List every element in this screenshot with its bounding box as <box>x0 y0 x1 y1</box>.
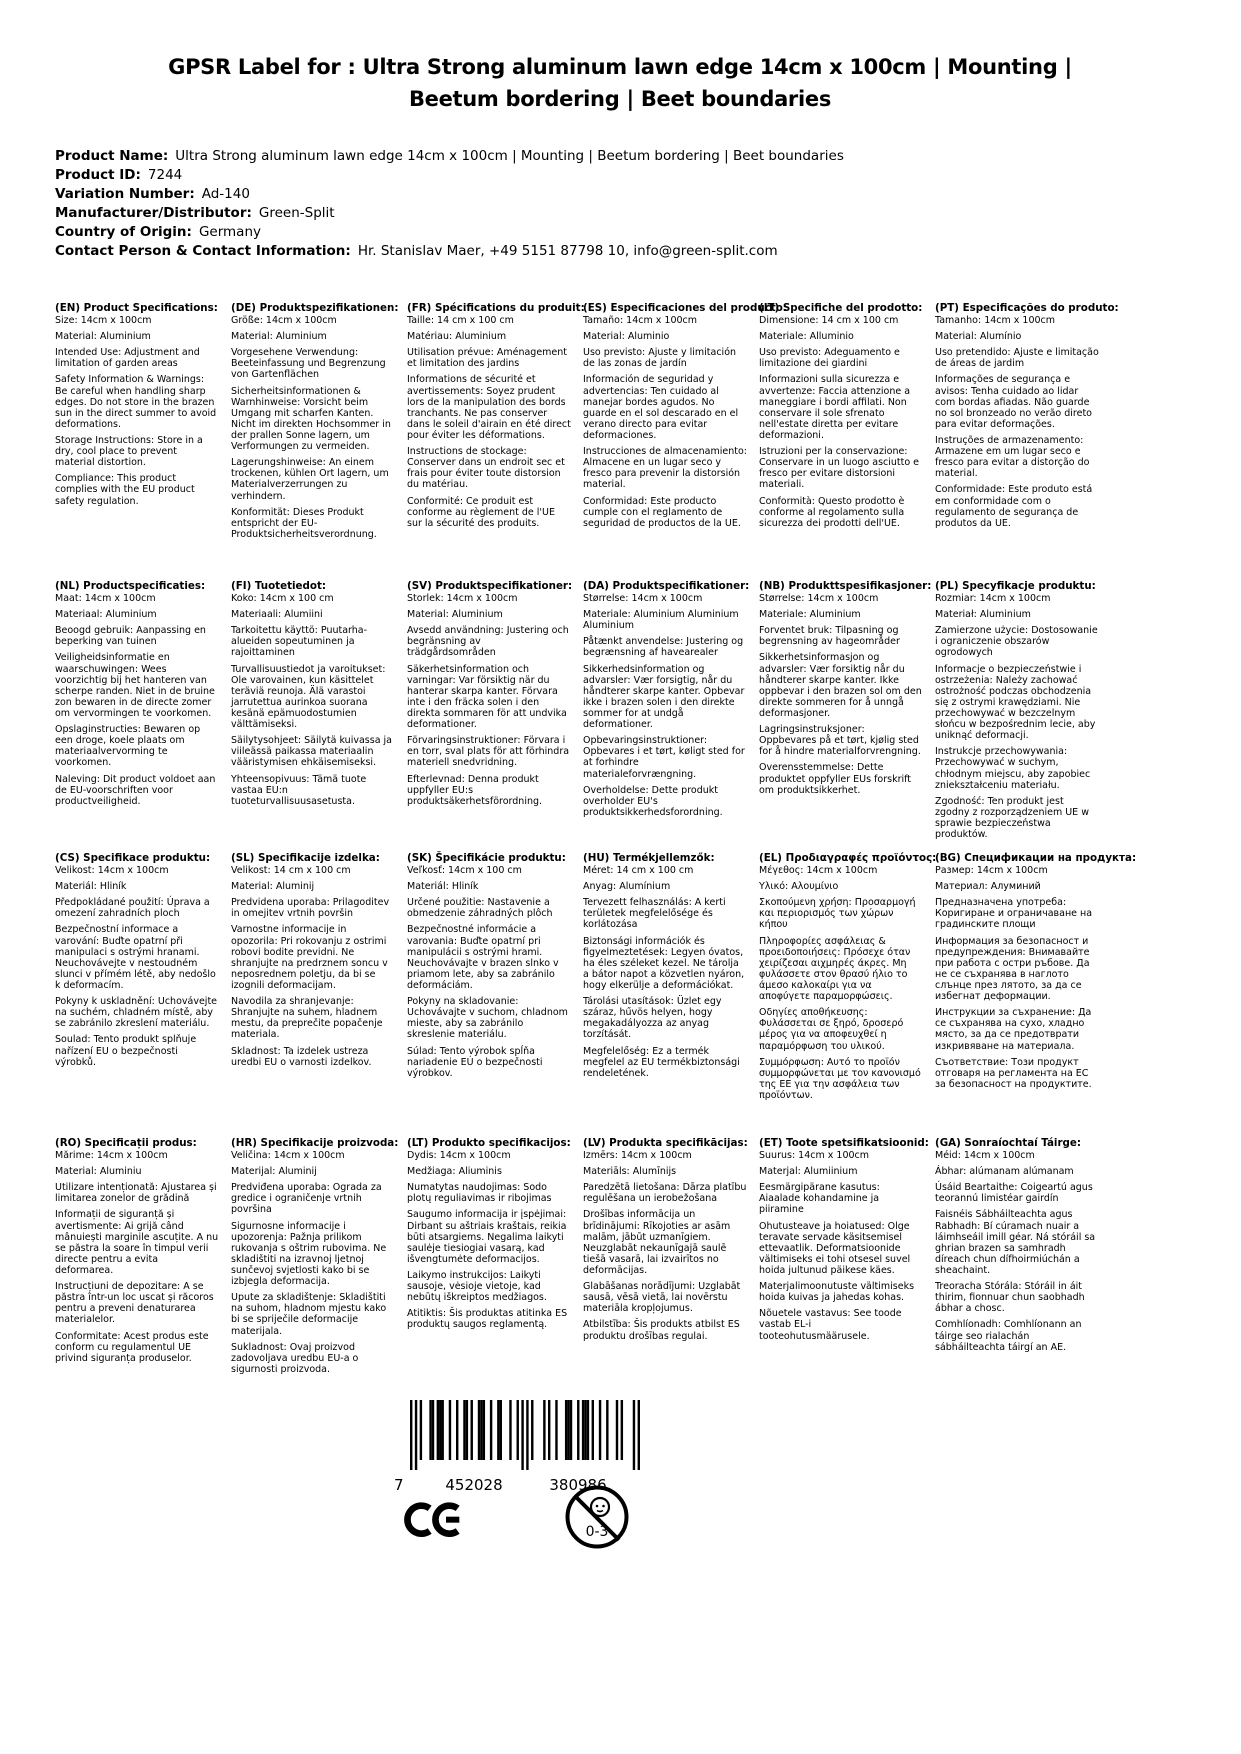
contact-label: Contact Person & Contact Information: <box>55 243 351 259</box>
spec-paragraph: Informations de sécurité et avertissements: Soyez prudent lors de la manipulation des bords tranchants. Ne pas conserver dans le soleil d'airain en été direct pour éviter les déformations. <box>407 374 571 442</box>
spec-paragraph: Dimensione: 14 cm x 100 cm <box>759 315 899 327</box>
spec-block-header: (NL) Productspecificaties: <box>55 580 206 592</box>
spec-block-body <box>407 865 571 1079</box>
spec-paragraph: Размер: 14cm x 100cm <box>935 865 1048 877</box>
spec-block-body <box>583 315 747 529</box>
spec-paragraph: Συμμόρφωση: Αυτό το προϊόν συμμορφώνεται με τον κανονισμό της ΕΕ για την ασφάλεια των προϊόντων. <box>759 1056 921 1102</box>
contact-row <box>55 242 844 261</box>
ce-mark-icon <box>402 1496 466 1550</box>
spec-paragraph: Biztonsági információk és figyelmeztetések: Legyen óvatos, ha éles széleket kezel. Ne tárolja a bátor napot a közvetlen nyáron, hogy elkerülje a deformációkat. <box>583 935 745 992</box>
spec-block-body <box>231 1150 395 1375</box>
spec-paragraph: Säkerhetsinformation och varningar: Var försiktig när du hanterar skarpa kanter. Förvara inte i den fräcka solen i den direkta sommaren för att undvika deformationer. <box>407 663 567 731</box>
spec-paragraph: Zgodność: Ten produkt jest zgodny z rozporządzeniem UE w sprawie bezpieczeństwa produktów. <box>935 795 1089 841</box>
barcode-group-1: 452028 <box>445 1476 503 1494</box>
spec-paragraph: Overholdelse: Dette produkt overholder EU's produktsikkerhedsforordning. <box>583 784 723 818</box>
spec-paragraph: Informações de segurança e avisos: Tenha cuidado ao lidar com bordas afiadas. Não guarde no sol bronzeado no verão direto para evitar deformações. <box>935 374 1092 430</box>
spec-paragraph: Avsedd användning: Justering och begränsning av trädgårdsområden <box>407 625 569 659</box>
spec-block-body <box>759 315 923 529</box>
spec-paragraph: Efterlevnad: Denna produkt uppfyller EU:s produktsäkerhetsförordning. <box>407 773 543 807</box>
svg-text:0-3: 0-3 <box>585 1524 609 1540</box>
spec-paragraph: Größe: 14cm x 100cm <box>231 315 337 327</box>
spec-block-header: (SK) Špecifikácie produktu: <box>407 852 566 864</box>
spec-paragraph: Sigurnosne informacije i upozorenja: Pažnja prilikom rukovanja s oštrim rubovima. Ne skladištiti na izravnoj ljetnoj sunčevoj svjetlosti kako bi se izbjegla deformacija. <box>231 1220 387 1288</box>
spec-block-body <box>55 1150 219 1364</box>
spec-paragraph: Úsáid Beartaithe: Coigeartú agus teorannú limistéar gairdín <box>935 1182 1093 1205</box>
spec-paragraph: Navodila za shranjevanje: Shranjujte na suhem, hladnem mestu, da preprečite popačenje materiala. <box>231 996 383 1041</box>
spec-block-fr <box>407 302 585 580</box>
spec-paragraph: Forventet bruk: Tilpasning og begrensning av hageområder <box>759 625 900 648</box>
spec-paragraph: Μέγεθος: 14cm x 100cm <box>759 865 878 877</box>
spec-block-el <box>759 852 937 1137</box>
spec-paragraph: Uso previsto: Ajuste y limitación de las zonas de jardín <box>583 347 737 370</box>
spec-block-lt <box>407 1137 571 1380</box>
spec-paragraph: Súlad: Tento výrobok spĺňa nariadenie EÚ o bezpečnosti výrobkov. <box>407 1045 543 1079</box>
spec-paragraph: Maat: 14cm x 100cm <box>55 593 156 605</box>
spec-paragraph: Taille: 14 cm x 100 cm <box>407 315 514 327</box>
spec-paragraph: Conformità: Questo prodotto è conforme al regolamento sulla sicurezza dei prodotti dell'UE. <box>759 495 905 529</box>
spec-paragraph: Opslaginstructies: Bewaren op een droge, koele plaats om materiaalvervorming te voorkomen. <box>55 724 201 769</box>
spec-block-ga <box>935 1137 1099 1380</box>
product-id-row <box>55 166 844 185</box>
spec-paragraph: Ohutusteave ja hoiatused: Olge teravate servade käsitsemisel ettevaatlik. Deformatsioonide vältimiseks ei tohi otsesel suvel hoida jultunud päikese käes. <box>759 1220 911 1277</box>
spec-paragraph: Sicherheitsinformationen & Warnhinweise: Vorsicht beim Umgang mit scharfen Kanten. Nicht im direkten Hochsommer in der prallen Sonne lagern, um Verformungen zu vermeiden. <box>231 385 391 453</box>
spec-paragraph: Informazioni sulla sicurezza e avvertenze: Faccia attenzione a maneggiare i bordi affilati. Non conservare il sole sfrenato nell'estate diretta per evitare deformazioni. <box>759 374 911 442</box>
spec-paragraph: Eesmärgipärane kasutus: Aiaalade kohandamine ja piiramine <box>759 1182 880 1216</box>
manufacturer-label: Manufacturer/Distributor: <box>55 205 252 221</box>
spec-paragraph: Material: Aluminium <box>55 331 151 343</box>
spec-paragraph: Bezpečnostní informace a varování: Buďte opatrní při manipulaci s ostrými hranami. Neuchovávejte v nestoudném slunci v přímém létě, aby nedošlo k deformacím. <box>55 924 216 992</box>
product-id-label: Product ID: <box>55 167 141 183</box>
spec-paragraph: Materiale: Alluminio <box>759 331 854 343</box>
spec-paragraph: Conformidade: Este produto está em conformidade com o regulamento de segurança de produtos da UE. <box>935 484 1093 529</box>
country-of-origin-label: Country of Origin: <box>55 224 192 240</box>
spec-paragraph: Suurus: 14cm x 100cm <box>759 1150 870 1162</box>
spec-block-body <box>759 593 923 796</box>
spec-paragraph: Materiaal: Aluminium <box>55 609 157 621</box>
spec-paragraph: Rozmiar: 14cm x 100cm <box>935 593 1051 605</box>
manufacturer-row <box>55 204 844 223</box>
spec-paragraph: Съответствие: Този продукт отговаря на регламента на ЕС за безопасност на продуктите. <box>935 1056 1092 1090</box>
spec-block-header: (GA) Sonraíochtaí Táirge: <box>935 1137 1082 1149</box>
spec-paragraph: Materiał: Aluminium <box>935 609 1031 621</box>
variation-number-value: Ad-140 <box>201 186 250 202</box>
spec-paragraph: Vorgesehene Verwendung: Beeteinfassung und Begrenzung von Gartenflächen <box>231 347 386 381</box>
spec-block-header: (ET) Toote spetsifikatsioonid: <box>759 1137 929 1149</box>
spec-block-sk <box>407 852 571 1137</box>
barcode-bars <box>410 1400 640 1472</box>
spec-block-header: (HR) Specifikacije proizvoda: <box>231 1137 399 1149</box>
spec-paragraph: Størrelse: 14cm x 100cm <box>583 593 703 605</box>
product-id-value: 7244 <box>147 167 183 183</box>
spec-paragraph: Veiligheidsinformatie en waarschuwingen: Wees voorzichtig bij het hanteren van scherpe randen. Niet in de bruine zon bewaren in de directe zomer om vervormingen te voorkomen. <box>55 652 215 720</box>
spec-block-header: (EL) Προδιαγραφές προϊόντος: <box>759 852 937 864</box>
spec-paragraph: Material: Aluminio <box>583 331 670 343</box>
spec-block-hu <box>583 852 747 1137</box>
spec-paragraph: Предназначена употреба: Коригиране и ограничаване на градинските площи <box>935 897 1093 931</box>
contact-value: Hr. Stanislav Maer, +49 5151 87798 10, info@green-split.com <box>357 243 778 259</box>
spec-paragraph: Atitiktis: Šis produktas atitinka ES produktų saugos reglamentą. <box>407 1308 568 1331</box>
spec-paragraph: Beoogd gebruik: Aanpassing en beperking van tuinen <box>55 625 206 648</box>
spec-paragraph: Soulad: Tento produkt splňuje nařízení EU o bezpečnosti výrobků. <box>55 1034 197 1068</box>
spec-paragraph: Skladnost: Ta izdelek ustreza uredbi EU o varnosti izdelkov. <box>231 1045 372 1068</box>
spec-paragraph: Uso previsto: Adeguamento e limitazione dei giardini <box>759 347 900 370</box>
spec-block-header: (SV) Produktspecifikationer: <box>407 580 573 592</box>
spec-block-header: (EN) Product Specifications: <box>55 302 218 314</box>
spec-block-de <box>231 302 399 580</box>
spec-paragraph: Materiál: Hliník <box>55 881 127 893</box>
spec-block-body <box>935 315 1099 529</box>
spec-paragraph: Laikymo instrukcijos: Laikyti sausoje, vėsioje vietoje, kad nebūtų iškreiptos medžiagos. <box>407 1270 547 1304</box>
spec-block-body <box>407 1150 571 1331</box>
spec-paragraph: Uso pretendido: Ajuste e limitação de áreas de jardim <box>935 347 1099 370</box>
spec-paragraph: Material: Aluminij <box>231 881 315 893</box>
spec-block-header: (FR) Spécifications du produit: <box>407 302 585 314</box>
spec-paragraph: Conformité: Ce produit est conforme au règlement de l'UE sur la sécurité des produits. <box>407 495 555 529</box>
spec-paragraph: Atbilstība: Šis produkts atbilst ES produktu drošības regulai. <box>583 1319 740 1342</box>
spec-paragraph: Tarkoitettu käyttö: Puutarha-alueiden sopeutuminen ja rajoittaminen <box>231 625 368 659</box>
spec-paragraph: Materijal: Aluminij <box>231 1166 317 1178</box>
variation-number-label: Variation Number: <box>55 186 195 202</box>
spec-paragraph: Conformidad: Este producto cumple con el reglamento de seguridad de productos de la UE. <box>583 495 741 529</box>
spec-grid <box>55 302 1137 1380</box>
country-of-origin-row <box>55 223 844 242</box>
spec-paragraph: Sukladnost: Ovaj proizvod zadovoljava uredbu EU-a o sigurnosti proizvoda. <box>231 1341 359 1375</box>
spec-paragraph: Инструкции за съхранение: Да се съхранява на сухо, хладно място, за да се предотврати изкривяване на материала. <box>935 1007 1092 1052</box>
spec-paragraph: Información de seguridad y advertencias: Ten cuidado al manejar bordes agudos. No guarde en el sol descarado en el verano directo para evitar deformaciones. <box>583 374 739 442</box>
spec-paragraph: Velikost: 14 cm x 100 cm <box>231 865 351 877</box>
spec-block-header: (PL) Specyfikacje produktu: <box>935 580 1096 592</box>
spec-paragraph: Säilytysohjeet: Säilytä kuivassa ja viileässä paikassa materiaalin vääristymisen ehkäisemiseksi. <box>231 735 392 769</box>
spec-paragraph: Materiale: Aluminium Aluminium Aluminium <box>583 609 739 632</box>
spec-paragraph: Upute za skladištenje: Skladištiti na suhom, hladnom mjestu kako bi se spriječile deformacije materijala. <box>231 1292 387 1337</box>
spec-block-hr <box>231 1137 399 1380</box>
spec-paragraph: Υλικό: Αλουμίνιο <box>759 881 839 893</box>
spec-paragraph: Instructions de stockage: Conserver dans un endroit sec et frais pour éviter toute distorsion du matériau. <box>407 446 565 491</box>
spec-paragraph: Materjal: Alumiinium <box>759 1166 858 1178</box>
spec-paragraph: Intended Use: Adjustment and limitation of garden areas <box>55 347 200 370</box>
spec-paragraph: Mărime: 14cm x 100cm <box>55 1150 168 1162</box>
spec-block-en <box>55 302 219 580</box>
spec-paragraph: Storlek: 14cm x 100cm <box>407 593 518 605</box>
spec-paragraph: Drošības informācija un brīdinājumi: Rīkojoties ar asām malām, jābūt uzmanīgiem. Neuzglabāt nekaunīgajā saulē tiešā vasarā, lai izvairītos no deformācijas. <box>583 1209 731 1277</box>
product-name-value: Ultra Strong aluminum lawn edge 14cm x 100cm | Mounting | Beetum bordering | Beet boundaries <box>175 148 844 164</box>
spec-paragraph: Saugumo informacija ir įspėjimai: Dirbant su aštriais kraštais, reikia būti atsargiems. Negalima laikyti saulėje tiesiogiai vasarą, kad išvengtumėte deformacijos. <box>407 1209 567 1265</box>
spec-paragraph: Veľkosť: 14cm x 100 cm <box>407 865 522 877</box>
spec-block-pt <box>935 302 1119 580</box>
product-info <box>55 147 844 261</box>
spec-block-ro <box>55 1137 219 1380</box>
spec-paragraph: Tárolási utasítások: Üzlet egy száraz, hűvös helyen, hogy megakadályozza az anyag torzítását. <box>583 996 722 1041</box>
age-warning-0-3-icon <box>564 1484 630 1554</box>
spec-paragraph: Informacje o bezpieczeństwie i ostrzeżenia: Należy zachować ostrożność podczas obchodzenia się z ostrymi krawędziami. Nie przechowywać w bezczelnym słońcu w bezpośrednim lecie, aby uniknąć deformacji. <box>935 663 1096 742</box>
spec-paragraph: Bezpečnostné informácie a varovania: Buďte opatrní pri manipulácii s ostrými hrami. Neuchovávajte v brazen slnko v priamom lete, aby sa zabránilo deformáciám. <box>407 924 559 992</box>
spec-paragraph: Tamaño: 14cm x 100cm <box>583 315 698 327</box>
spec-block-body <box>935 865 1099 1090</box>
spec-block-header: (FI) Tuotetiedot: <box>231 580 326 592</box>
spec-paragraph: Lagerungshinweise: An einem trockenen, kühlen Ort lagern, um Materialverzerrungen zu verhindern. <box>231 457 389 502</box>
spec-block-body <box>55 865 219 1068</box>
spec-paragraph: Určené použitie: Nastavenie a obmedzenie záhradných plôch <box>407 897 553 920</box>
spec-paragraph: Turvallisuustiedot ja varoitukset: Ole varovainen, kun käsittelet teräviä reunoja. Älä varastoi jarrutettua aurinkoa suorana kesänä epämuodostumien välttämiseksi. <box>231 663 386 731</box>
spec-block-bg <box>935 852 1137 1137</box>
spec-paragraph: Treoracha Stórála: Stóráil in áit thirim, fionnuar chun saobhadh ábhar a chosc. <box>935 1281 1085 1315</box>
spec-block-body <box>583 593 747 818</box>
spec-block-body <box>231 865 395 1068</box>
spec-block-sl <box>231 852 395 1137</box>
spec-block-body <box>759 865 923 1101</box>
spec-block-es <box>583 302 787 580</box>
spec-paragraph: Comhlíonadh: Comhlíonann an táirge seo rialachán sábháilteachta táirgí an AE. <box>935 1319 1082 1353</box>
barcode-group-2: 380986 <box>549 1476 607 1494</box>
spec-paragraph: Paredzētā lietošana: Dārza platību regulēšana un ierobežošana <box>583 1182 747 1205</box>
spec-block-et <box>759 1137 929 1380</box>
spec-paragraph: Material: Aluminium <box>407 609 503 621</box>
spec-block-header: (DA) Produktspecifikationer: <box>583 580 750 592</box>
barcode-first-digit: 7 <box>394 1476 404 1494</box>
spec-block-sv <box>407 580 571 852</box>
spec-paragraph: Material: Alumínio <box>935 331 1022 343</box>
spec-block-header: (RO) Specificații produs: <box>55 1137 197 1149</box>
spec-paragraph: Ábhar: alúmanam alúmanam <box>935 1166 1074 1178</box>
spec-paragraph: Instrucțiuni de depozitare: A se păstra într-un loc uscat și răcoros pentru a preveni denaturarea materialelor. <box>55 1281 214 1326</box>
spec-paragraph: Faisnéis Sábháilteachta agus Rabhadh: Bí cúramach nuair a láimhseáil imill géar. Ná stóráil sa ghrian brazen sa samhradh díreach chun dífhoirmiúchán a sheachaint. <box>935 1209 1096 1277</box>
spec-paragraph: Σκοπούμενη χρήση: Προσαρμογή και περιορισμός των χώρων κήπου <box>759 897 916 931</box>
country-of-origin-value: Germany <box>198 224 261 240</box>
spec-paragraph: Materiāls: Alumīnijs <box>583 1166 677 1178</box>
spec-block-body <box>759 1150 923 1342</box>
spec-paragraph: Materjalimoonutuste vältimiseks hoida kuivas ja jahedas kohas. <box>759 1281 915 1304</box>
spec-block-nl <box>55 580 219 852</box>
spec-block-body <box>935 1150 1099 1353</box>
spec-paragraph: Material: Aluminiu <box>55 1166 142 1178</box>
spec-paragraph: Förvaringsinstruktioner: Förvara i en torr, sval plats för att förhindra materiell snedvridning. <box>407 735 570 769</box>
spec-block-header: (LT) Produkto specifikacijos: <box>407 1137 571 1149</box>
spec-paragraph: Predviđena uporaba: Ograda za gredice i ograničenje vrtnih površina <box>231 1182 382 1216</box>
spec-block-body <box>935 593 1099 840</box>
product-name-row <box>55 147 844 166</box>
spec-block-pl <box>935 580 1099 852</box>
spec-block-header: (PT) Especificações do produto: <box>935 302 1119 314</box>
spec-paragraph: Dydis: 14cm x 100cm <box>407 1150 511 1162</box>
spec-paragraph: Påtænkt anvendelse: Justering og begrænsning af havearealer <box>583 636 744 659</box>
spec-block-fi <box>231 580 395 852</box>
spec-block-header: (DE) Produktspezifikationen: <box>231 302 399 314</box>
spec-paragraph: Instrucciones de almacenamiento: Almacene en un lugar seco y fresco para prevenir la distorsión material. <box>583 446 747 491</box>
spec-block-body <box>583 1150 747 1342</box>
spec-block-body <box>583 865 747 1079</box>
spec-paragraph: Velikost: 14cm x 100cm <box>55 865 169 877</box>
spec-paragraph: Materiaali: Alumiini <box>231 609 323 621</box>
spec-paragraph: Tervezett felhasználás: A kerti területek megfelelősége és korlátozása <box>583 897 726 931</box>
spec-paragraph: Izmērs: 14cm x 100cm <box>583 1150 692 1162</box>
spec-block-header: (SL) Specifikacije izdelka: <box>231 852 380 864</box>
spec-paragraph: Sikkerhedsinformation og advarsler: Vær forsigtig, når du håndterer skarpe kanter. Opbevar ikke i brazen solen i den direkte sommer for at undgå deformationer. <box>583 663 745 731</box>
spec-paragraph: Size: 14cm x 100cm <box>55 315 152 327</box>
spec-paragraph: Glabāšanas norādījumi: Uzglabāt sausā, vēsā vietā, lai novērstu materiāla kropļojumus. <box>583 1281 741 1315</box>
spec-paragraph: Οδηγίες αποθήκευσης: Φυλάσσεται σε ξηρό, δροσερό μέρος για να αποφευχθεί η παραμόρφωση του υλικού. <box>759 1007 904 1052</box>
spec-block-body <box>55 593 219 807</box>
spec-block-header: (CS) Specifikace produktu: <box>55 852 211 864</box>
spec-block-header: (HU) Termékjellemzők: <box>583 852 715 864</box>
spec-paragraph: Safety Information & Warnings: Be careful when handling sharp edges. Do not store in the brazen sun in the direct summer to avoid deformations. <box>55 374 217 430</box>
spec-block-cs <box>55 852 219 1137</box>
barcode <box>394 1400 640 1496</box>
spec-paragraph: Méret: 14 cm x 100 cm <box>583 865 694 877</box>
spec-paragraph: Varnostne informacije in opozorila: Pri rokovanju z ostrimi robovi bodite previdni. Ne shranjujte na predrznem soncu v neposrednem poletju, da bi se izognili deformacijam. <box>231 924 388 992</box>
spec-paragraph: Nõuetele vastavus: See toode vastab EL-i tooteohutusmäärusele. <box>759 1308 902 1342</box>
spec-block-header: (LV) Produkta specifikācijas: <box>583 1137 748 1149</box>
spec-paragraph: Tamanho: 14cm x 100cm <box>935 315 1056 327</box>
product-name-label: Product Name: <box>55 148 169 164</box>
spec-paragraph: Conformitate: Acest produs este conform cu regulamentul UE privind siguranța produselor. <box>55 1330 209 1364</box>
spec-paragraph: Instruções de armazenamento: Armazene em um lugar seco e fresco para evitar a distorção do material. <box>935 435 1090 480</box>
spec-paragraph: Storage Instructions: Store in a dry, cool place to prevent material distortion. <box>55 435 203 469</box>
page-title: GPSR Label for : Ultra Strong aluminum lawn edge 14cm x 100cm | Mounting | Beetum bordering | Beet boundaries <box>168 55 1072 111</box>
spec-paragraph: Materiale: Aluminium <box>759 609 861 621</box>
spec-paragraph: Pokyny k uskladnění: Uchovávejte na suchém, chladném místě, aby se zabránilo zkreslení materiálu. <box>55 996 218 1030</box>
spec-block-header: (NB) Produkttspesifikasjoner: <box>759 580 932 592</box>
spec-paragraph: Konformität: Dieses Produkt entspricht der EU-Produktsicherheitsverordnung. <box>231 506 377 540</box>
spec-paragraph: Megfelelőség: Ez a termék megfelel az EU termékbiztonsági rendeletének. <box>583 1045 740 1079</box>
spec-paragraph: Overensstemmelse: Dette produktet oppfyller EUs forskrift om produktsikkerhet. <box>759 762 912 796</box>
spec-paragraph: Sikkerhetsinformasjon og advarsler: Vær forsiktig når du håndterer skarpe kanter. Ikke oppbevar i den brazen sol om den direkte sommeren for å unngå deformasjoner. <box>759 652 922 720</box>
spec-paragraph: Predvidena uporaba: Prilagoditev in omejitev vrtnih površin <box>231 897 390 920</box>
spec-block-body <box>231 593 395 807</box>
spec-paragraph: Koko: 14cm x 100 cm <box>231 593 334 605</box>
spec-paragraph: Πληροφορίες ασφάλειας & προειδοποιήσεις: Πρόσεχε όταν χειρίζεσαι αιχμηρές άκρες. Μη φυλάσσετε στον θρασύ ήλιο το άμεσο καλοκαίρι για να αποφύγετε παραμορφώσεις. <box>759 935 911 1003</box>
spec-paragraph: Opbevaringsinstruktioner: Opbevares i et tørt, køligt sted for at forhindre materialeforvrængning. <box>583 735 745 780</box>
spec-block-lv <box>583 1137 747 1380</box>
spec-paragraph: Материал: Алуминий <box>935 881 1041 893</box>
spec-block-body <box>407 593 571 807</box>
spec-paragraph: Størrelse: 14cm x 100cm <box>759 593 879 605</box>
variation-number-row <box>55 185 844 204</box>
spec-block-it <box>759 302 923 580</box>
spec-block-header: (IT) Specifiche del prodotto: <box>759 302 923 314</box>
spec-paragraph: Anyag: Alumínium <box>583 881 671 893</box>
spec-paragraph: Pokyny na skladovanie: Uchovávajte v suchom, chladnom mieste, aby sa zabránilo skreslenie materiálu. <box>407 996 568 1041</box>
spec-paragraph: Méid: 14cm x 100cm <box>935 1150 1035 1162</box>
spec-paragraph: Информация за безопасност и предупреждения: Внимавайте при работа с остри ръбове. Да не се съхранява в наглото слънце през лятото, за да се избегнат деформации. <box>935 935 1090 1003</box>
manufacturer-value: Green-Split <box>258 205 335 221</box>
spec-paragraph: Compliance: This product complies with the EU product safety regulation. <box>55 473 195 507</box>
spec-paragraph: Instrukcje przechowywania: Przechowywać w suchym, chłodnym miejscu, aby zapobiec zniekształceniu materiału. <box>935 746 1091 791</box>
spec-block-header: (BG) Спецификации на продукта: <box>935 852 1137 864</box>
spec-paragraph: Naleving: Dit product voldoet aan de EU-voorschriften voor productveiligheid. <box>55 773 216 807</box>
spec-paragraph: Veličina: 14cm x 100cm <box>231 1150 345 1162</box>
spec-block-body <box>55 315 219 507</box>
spec-paragraph: Istruzioni per la conservazione: Conservare in un luogo asciutto e fresco per evitare distorsioni materiali. <box>759 446 920 491</box>
spec-block-header: (ES) Especificaciones del producto: <box>583 302 787 314</box>
spec-paragraph: Matériau: Aluminium <box>407 331 507 343</box>
spec-paragraph: Lagringsinstruksjoner: Oppbevares på et tørt, kjølig sted for å hindre materialforvrengning. <box>759 724 921 758</box>
spec-paragraph: Předpokládané použití: Úprava a omezení zahradních ploch <box>55 897 210 920</box>
spec-block-nb <box>759 580 932 852</box>
spec-block-body <box>407 315 571 529</box>
spec-block-da <box>583 580 750 852</box>
spec-paragraph: Numatytas naudojimas: Sodo plotų reguliavimas ir ribojimas <box>407 1182 552 1205</box>
spec-paragraph: Materiál: Hliník <box>407 881 479 893</box>
spec-paragraph: Material: Aluminium <box>231 331 327 343</box>
spec-paragraph: Utilisation prévue: Aménagement et limitation des jardins <box>407 347 568 370</box>
spec-paragraph: Zamierzone użycie: Dostosowanie i ograniczenie obszarów ogrodowych <box>935 625 1098 659</box>
spec-block-body <box>231 315 395 540</box>
spec-paragraph: Medžiaga: Aliuminis <box>407 1166 502 1178</box>
spec-paragraph: Utilizare intenționată: Ajustarea și limitarea zonelor de grădină <box>55 1182 217 1205</box>
spec-paragraph: Yhteensopivuus: Tämä tuote vastaa EU:n tuoteturvallisuusasetusta. <box>231 773 367 807</box>
spec-paragraph: Informații de siguranță și avertismente: Ai grijă când mânuiești marginile ascuțite. A nu se păstra la soare în timpul verii directe pentru a evita deformarea. <box>55 1209 219 1277</box>
